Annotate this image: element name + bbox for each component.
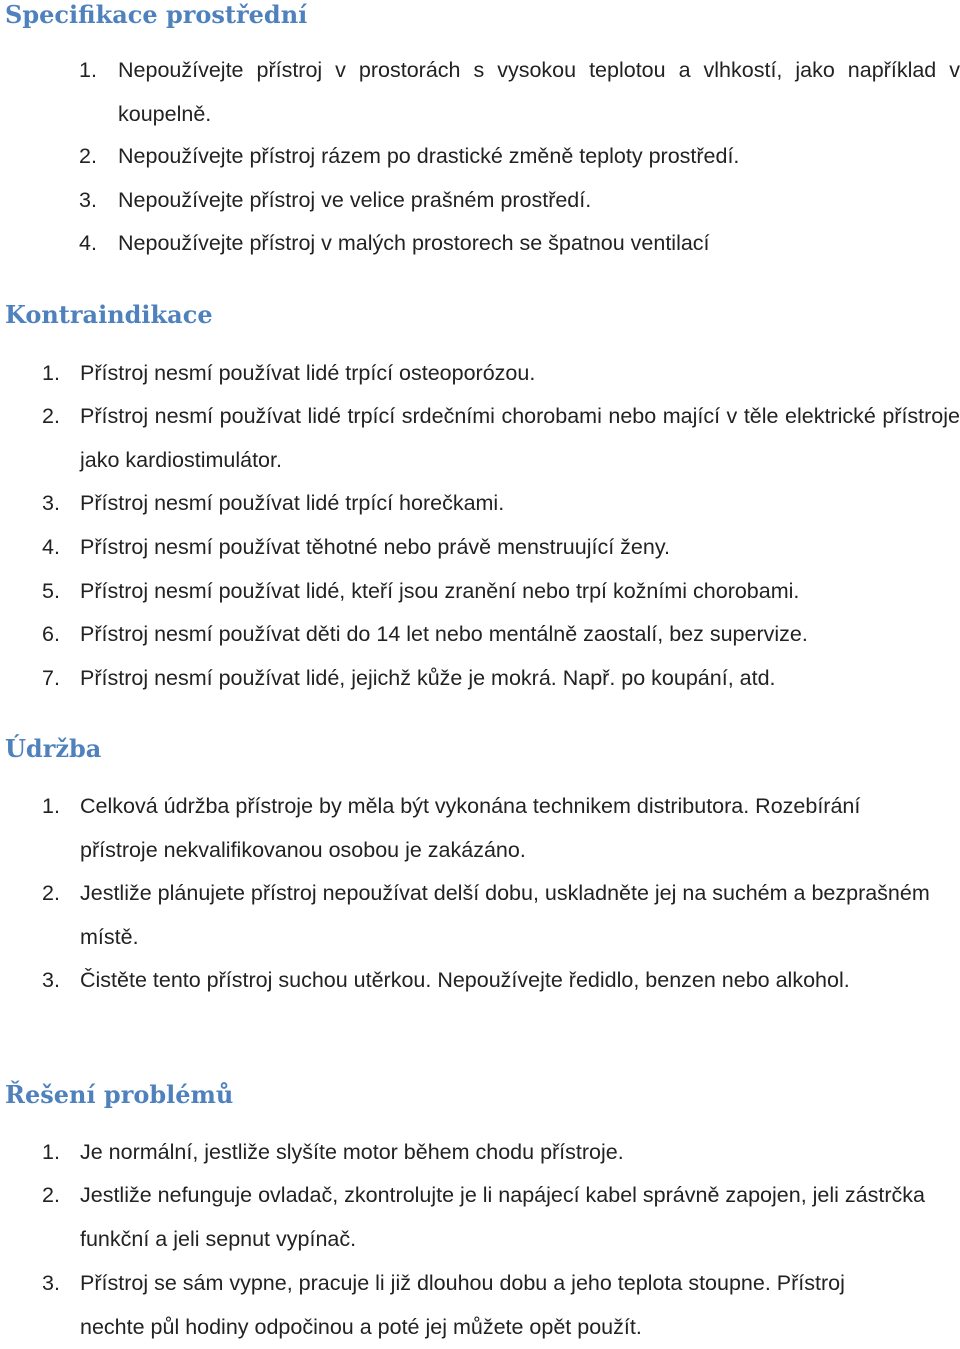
list-item-number: 4.: [79, 231, 97, 255]
list-item-text: Je normální, jestliže slyšíte motor během chodu přístroje.: [80, 1140, 624, 1164]
list-item-number: 2.: [42, 881, 60, 905]
list-item-text: Přístroj nesmí používat lidé, jejichž kůže je mokrá. Např. po koupání, atd.: [80, 666, 776, 690]
heading-maintenance: Údržba: [5, 734, 102, 763]
list-item-number: 6.: [42, 622, 60, 646]
list-item: [42, 481, 960, 525]
list-item-text: Celková údržba přístroje by měla být vykonána technikem distributora. Rozebírání přístroje nekvalifikovanou osobou je zakázáno.: [80, 794, 861, 862]
list-item-number: 2.: [42, 1183, 60, 1207]
list-item: [79, 221, 960, 265]
list-item: [42, 958, 960, 1002]
list-item: [79, 48, 960, 136]
list-item: [42, 1261, 960, 1349]
list-item: [42, 394, 960, 482]
list-item: [42, 569, 960, 613]
list-item-text: Nepoužívejte přístroj v malých prostorech se špatnou ventilací: [118, 231, 710, 255]
list-item-number: 1.: [79, 58, 97, 82]
list-item-number: 1.: [42, 361, 60, 385]
list-item-text: Jestliže plánujete přístroj nepoužívat delší dobu, uskladněte jej na suchém a bezprašném místě.: [80, 881, 930, 949]
list-item: [42, 1130, 960, 1174]
list-item-number: 3.: [42, 968, 60, 992]
list-item-number: 1.: [42, 794, 60, 818]
list-item: [42, 656, 960, 700]
list-item: [79, 134, 960, 178]
list-item-text: Jestliže nefunguje ovladač, zkontrolujte je li napájecí kabel správně zapojen, jeli zástrčka funkční a jeli sepnut vypínač.: [80, 1183, 925, 1251]
list-item: [42, 612, 960, 656]
list-item-number: 2.: [79, 144, 97, 168]
list-item-text: Nepoužívejte přístroj rázem po drastické změně teploty prostředí.: [118, 144, 740, 168]
list-item-number: 3.: [42, 1271, 60, 1295]
heading-troubleshooting: Řešení problémů: [5, 1080, 234, 1109]
list-item-text: Přístroj nesmí používat lidé, kteří jsou zranění nebo trpí kožními chorobami.: [80, 579, 800, 603]
list-item-text: Přístroj nesmí používat těhotné nebo právě menstruující ženy.: [80, 535, 670, 559]
list-item-text: Přístroj nesmí používat lidé trpící horečkami.: [80, 491, 505, 515]
list-item: [79, 178, 960, 222]
list-item: [42, 351, 960, 395]
list-item-number: 4.: [42, 535, 60, 559]
list-item: [42, 525, 960, 569]
list-item-number: 3.: [42, 491, 60, 515]
list-item-number: 2.: [42, 404, 60, 428]
list-item-number: 7.: [42, 666, 60, 690]
list-item-number: 1.: [42, 1140, 60, 1164]
list-item-text: Přístroj nesmí používat lidé trpící osteoporózou.: [80, 361, 536, 385]
heading-contraindications: Kontraindikace: [5, 300, 213, 329]
heading-environment: Specifikace prostřední: [5, 0, 308, 29]
list-item-number: 5.: [42, 579, 60, 603]
list-item-text: Přístroj se sám vypne, pracuje li již dlouhou dobu a jeho teplota stoupne. Přístroj nechte půl hodiny odpočinou a poté jej můžete opět použít.: [80, 1271, 845, 1339]
list-item-text: Čistěte tento přístroj suchou utěrkou. Nepoužívejte ředidlo, benzen nebo alkohol.: [80, 968, 850, 992]
list-item: [42, 871, 960, 959]
list-item-text: Nepoužívejte přístroj v prostorách s vysokou teplotou a vlhkostí, jako například v koupelně.: [118, 58, 960, 126]
list-item: [42, 1173, 960, 1261]
list-item-text: Přístroj nesmí používat lidé trpící srdečními chorobami nebo mající v těle elektrické přístroje jako kardiostimulátor.: [80, 404, 960, 472]
list-item: [42, 784, 960, 872]
list-item-text: Přístroj nesmí používat děti do 14 let nebo mentálně zaostalí, bez supervize.: [80, 622, 808, 646]
list-item-number: 3.: [79, 188, 97, 212]
list-item-text: Nepoužívejte přístroj ve velice prašném prostředí.: [118, 188, 592, 212]
